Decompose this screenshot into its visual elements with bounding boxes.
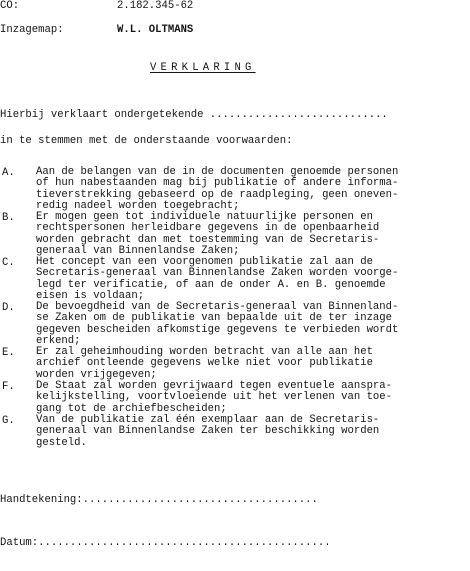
- co-label: CO:: [0, 0, 20, 12]
- condition-letter: E.: [2, 347, 15, 359]
- co-value: 2.182.345-62: [117, 0, 194, 12]
- condition-letter: C.: [2, 257, 15, 269]
- condition-text: Aan de belangen van de in de documenten genoemde personen of hun nabestaanden mag bij publikatie of andere informa- tieverstrekking gebaseerd op de raadpleging, geen oneven- redig nadeel worden toegebracht;: [36, 166, 399, 212]
- condition-text: De Staat zal worden gevrijwaard tegen eventuele aanspra- kelijkstelling, voortvloeiende uit het verlenen van toe- gang tot de archiefbescheiden;: [36, 380, 393, 415]
- condition-text: Het concept van een voorgenomen publikatie zal aan de Secretaris-generaal van Binnenlandse Zaken worden voorge- legd ter verificatie, of aan de onder A. en B. genoemde eisen is voldaan;: [36, 256, 399, 302]
- document-title: VERKLARING: [150, 62, 256, 74]
- folder-label: Inzagemap:: [0, 24, 64, 36]
- condition-text: Er zal geheimhouding worden betracht van alle aan het archief ontleende gegevens welke niet voor publikatie worden vrijgegeven;: [36, 346, 373, 381]
- declaration-line: Hierbij verklaart ondergetekende ............................: [0, 109, 388, 121]
- condition-letter: F.: [2, 381, 15, 393]
- date-line: Datum:..............................................: [0, 537, 331, 549]
- condition-letter: B.: [2, 212, 15, 224]
- condition-text: Van de publikatie zal één exemplaar aan de Secretaris- generaal van Binnenlandse Zaken ter beschikking worden gesteld.: [36, 414, 380, 449]
- folder-value: W.L. OLTMANS: [117, 24, 194, 36]
- condition-letter: G.: [2, 415, 15, 427]
- agree-line: in te stemmen met de onderstaande voorwaarden:: [0, 135, 293, 147]
- condition-letter: D.: [2, 302, 15, 314]
- signature-line: Handtekening:.....................................: [0, 494, 318, 506]
- condition-text: Er mogen geen tot individuele natuurlijke personen en rechtspersonen herleidbare gegevens in de openbaarheid worden gebracht dan met toestemming van de Secretaris- generaal van Binnenlandse Zaken;: [36, 211, 380, 257]
- condition-text: De bevoegdheid van de Secretaris-generaal van Binnenland- se Zaken om de publikatie van bepaalde uit de ter inzage gegeven bescheiden afkomstige gegevens te verbieden wordt erkend;: [36, 301, 399, 347]
- condition-letter: A.: [2, 167, 15, 179]
